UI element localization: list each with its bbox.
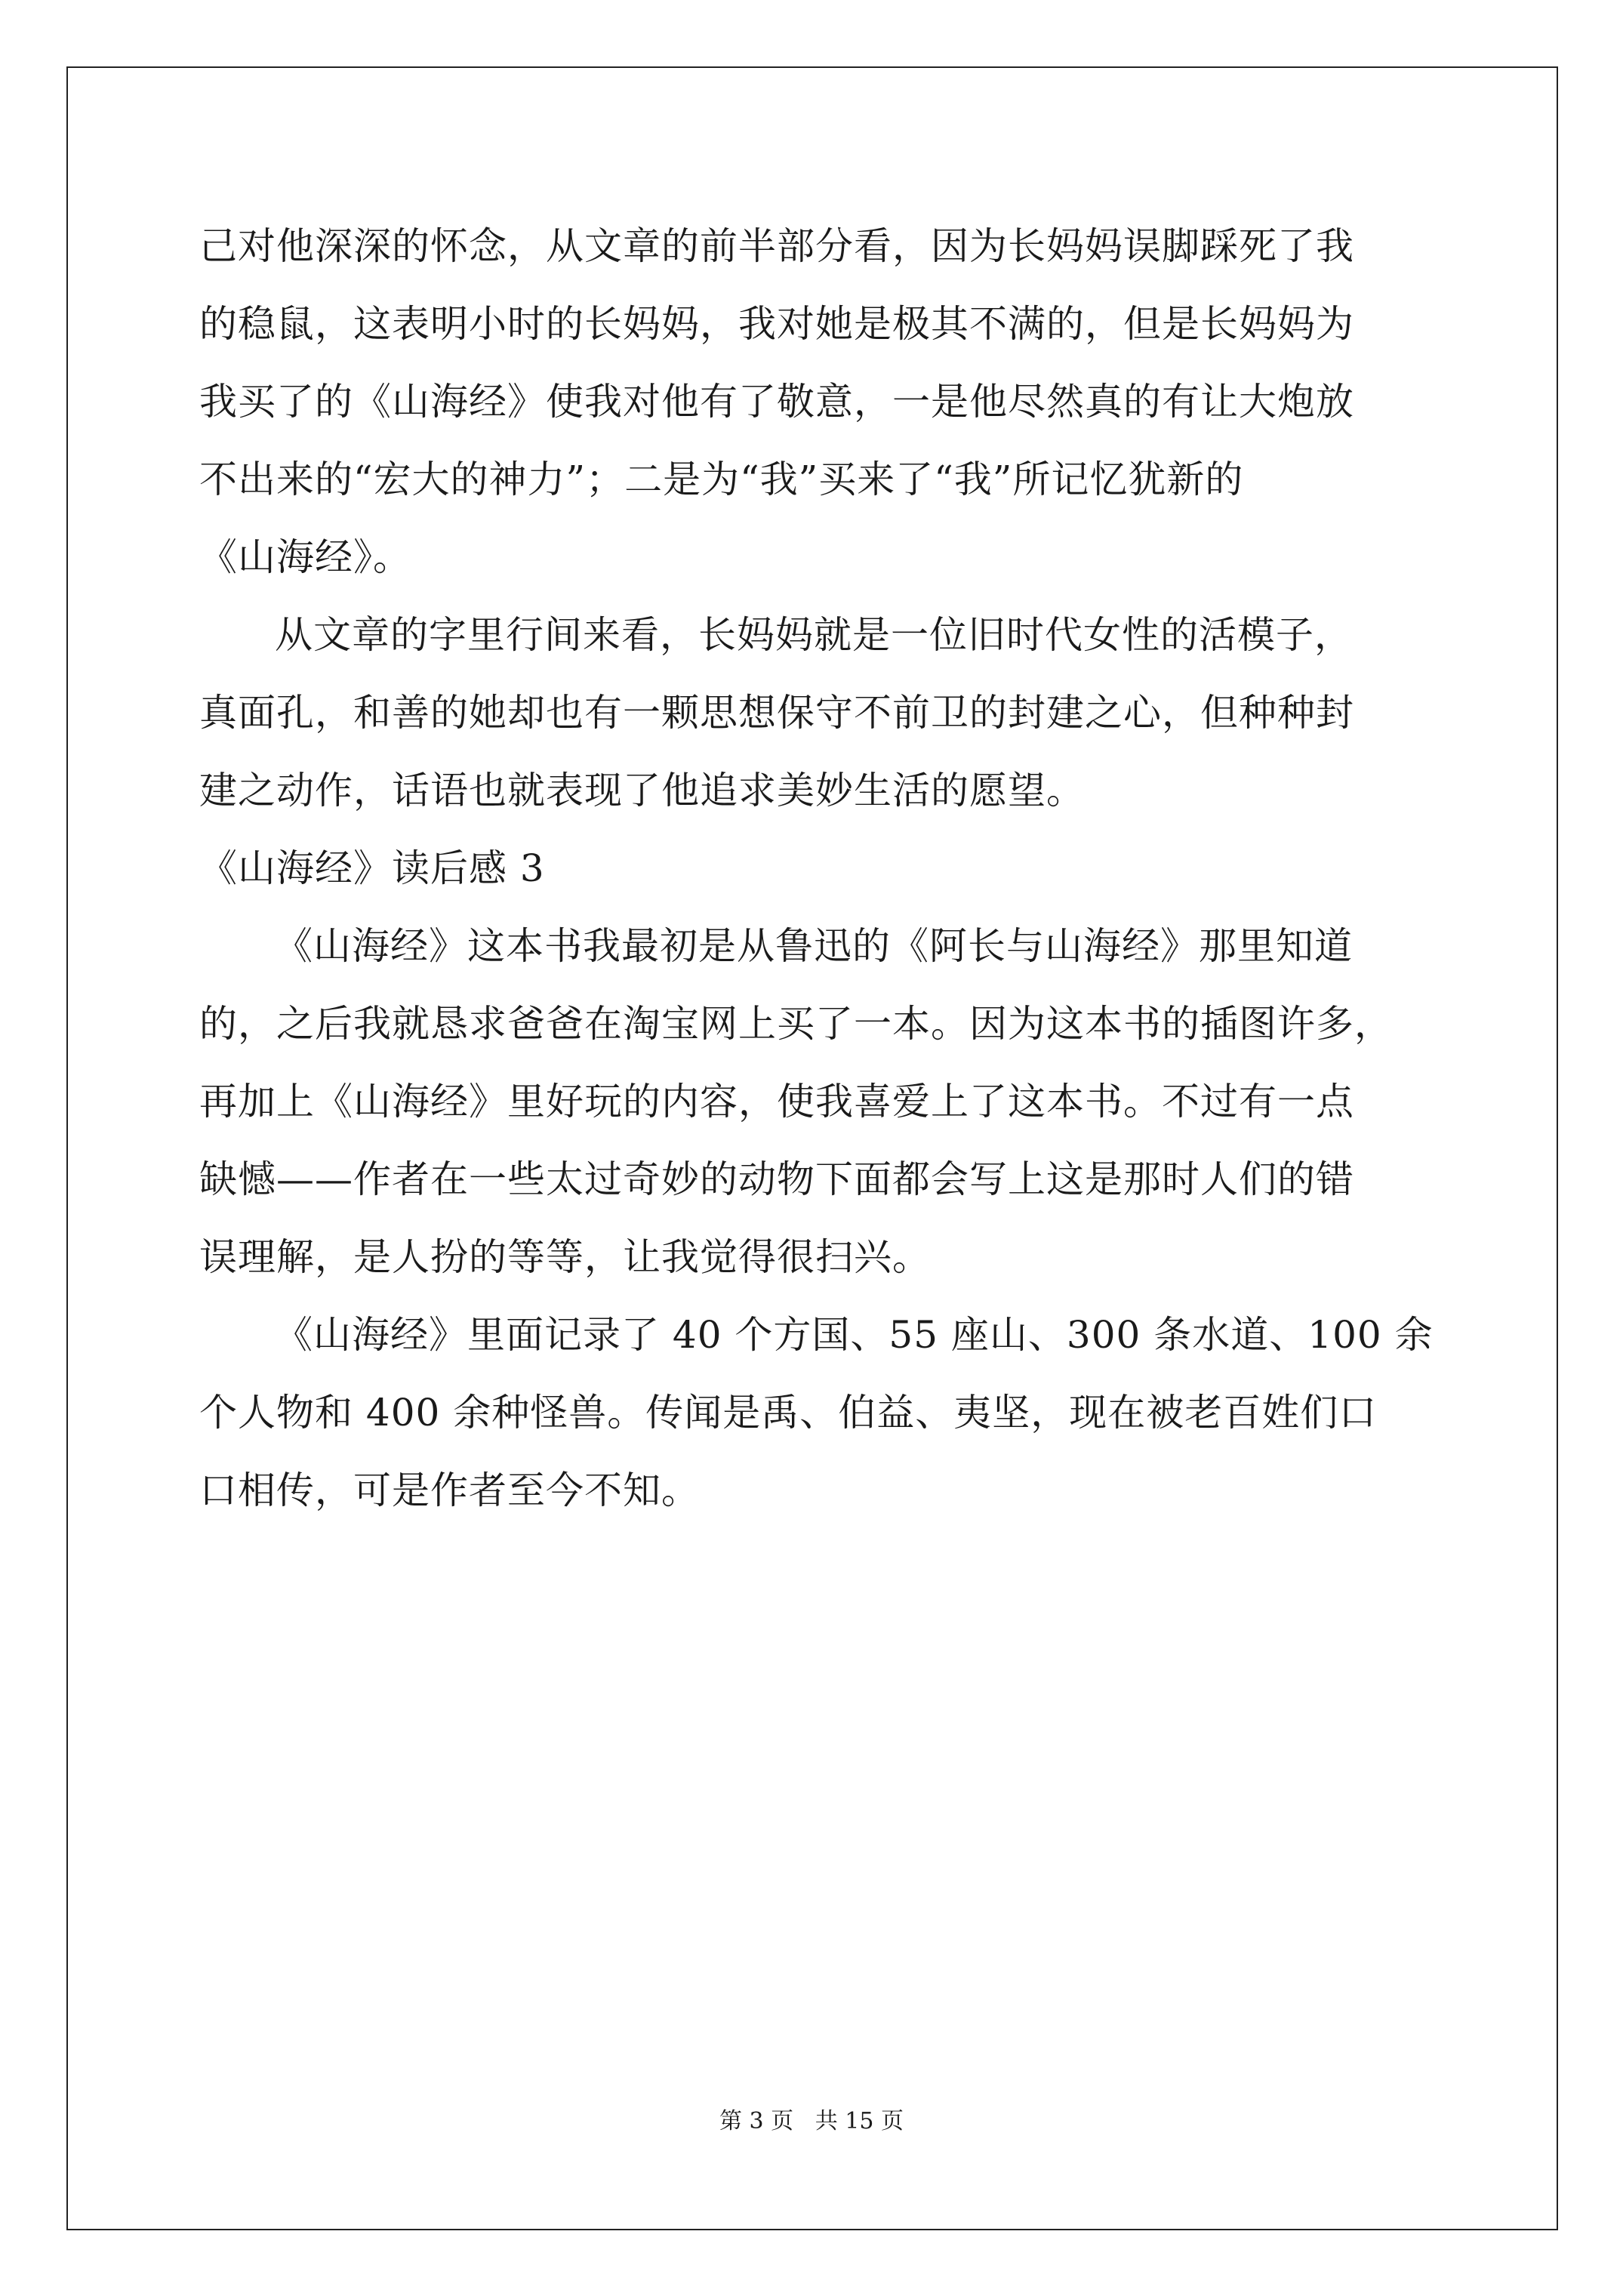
- paragraph-3-line-3: 再加上《山海经》里好玩的内容，使我喜爱上了这本书。不过有一点: [199, 1080, 1354, 1123]
- paragraph-3-line-1: 《山海经》这本书我最初是从鲁迅的《阿长与山海经》那里知道: [275, 924, 1353, 968]
- paragraph-2-line-1: 从文章的字里行间来看，长妈妈就是一位旧时代女性的活模子，: [275, 613, 1353, 657]
- paragraph-1-line-4: 不出来的“宏大的神力”；二是为“我”买来了“我”所记忆犹新的: [199, 458, 1244, 501]
- paragraph-1-line-5: 《山海经》。: [199, 535, 411, 579]
- paragraph-3-line-4: 缺憾——作者在一些太过奇妙的动物下面都会写上这是那时人们的错: [199, 1157, 1354, 1201]
- paragraph-3-line-2: 的，之后我就恳求爸爸在淘宝网上买了一本。因为这本书的插图许多，: [199, 1002, 1393, 1046]
- paragraph-4-line-3: 口相传，可是作者至今不知。: [199, 1469, 700, 1512]
- paragraph-4-line-1: 《山海经》里面记录了 40 个方国、55 座山、300 条水道、100 余: [275, 1313, 1434, 1357]
- paragraph-1-line-3: 我买了的《山海经》使我对他有了敬意，一是他尽然真的有让大炮放: [199, 380, 1354, 424]
- paragraph-4-line-2: 个人物和 400 余种怪兽。传闻是禹、伯益、夷坚，现在被老百姓们口: [199, 1391, 1378, 1435]
- section-heading: 《山海经》读后感 3: [199, 846, 545, 890]
- paragraph-1-line-2: 的稳鼠，这表明小时的长妈妈，我对她是极其不满的，但是长妈妈为: [199, 302, 1354, 346]
- paragraph-2-line-2: 真面孔，和善的她却也有一颗思想保守不前卫的封建之心，但种种封: [199, 691, 1354, 735]
- paragraph-1-line-1: 己对他深深的怀念，从文章的前半部分看，因为长妈妈误脚踩死了我: [199, 224, 1354, 268]
- paragraph-2-line-3: 建之动作，话语也就表现了他追求美妙生活的愿望。: [199, 769, 1085, 812]
- paragraph-3-line-5: 误理解，是人扮的等等，让我觉得很扫兴。: [199, 1235, 931, 1279]
- page-footer: 第 3 页 共 15 页: [719, 2108, 904, 2134]
